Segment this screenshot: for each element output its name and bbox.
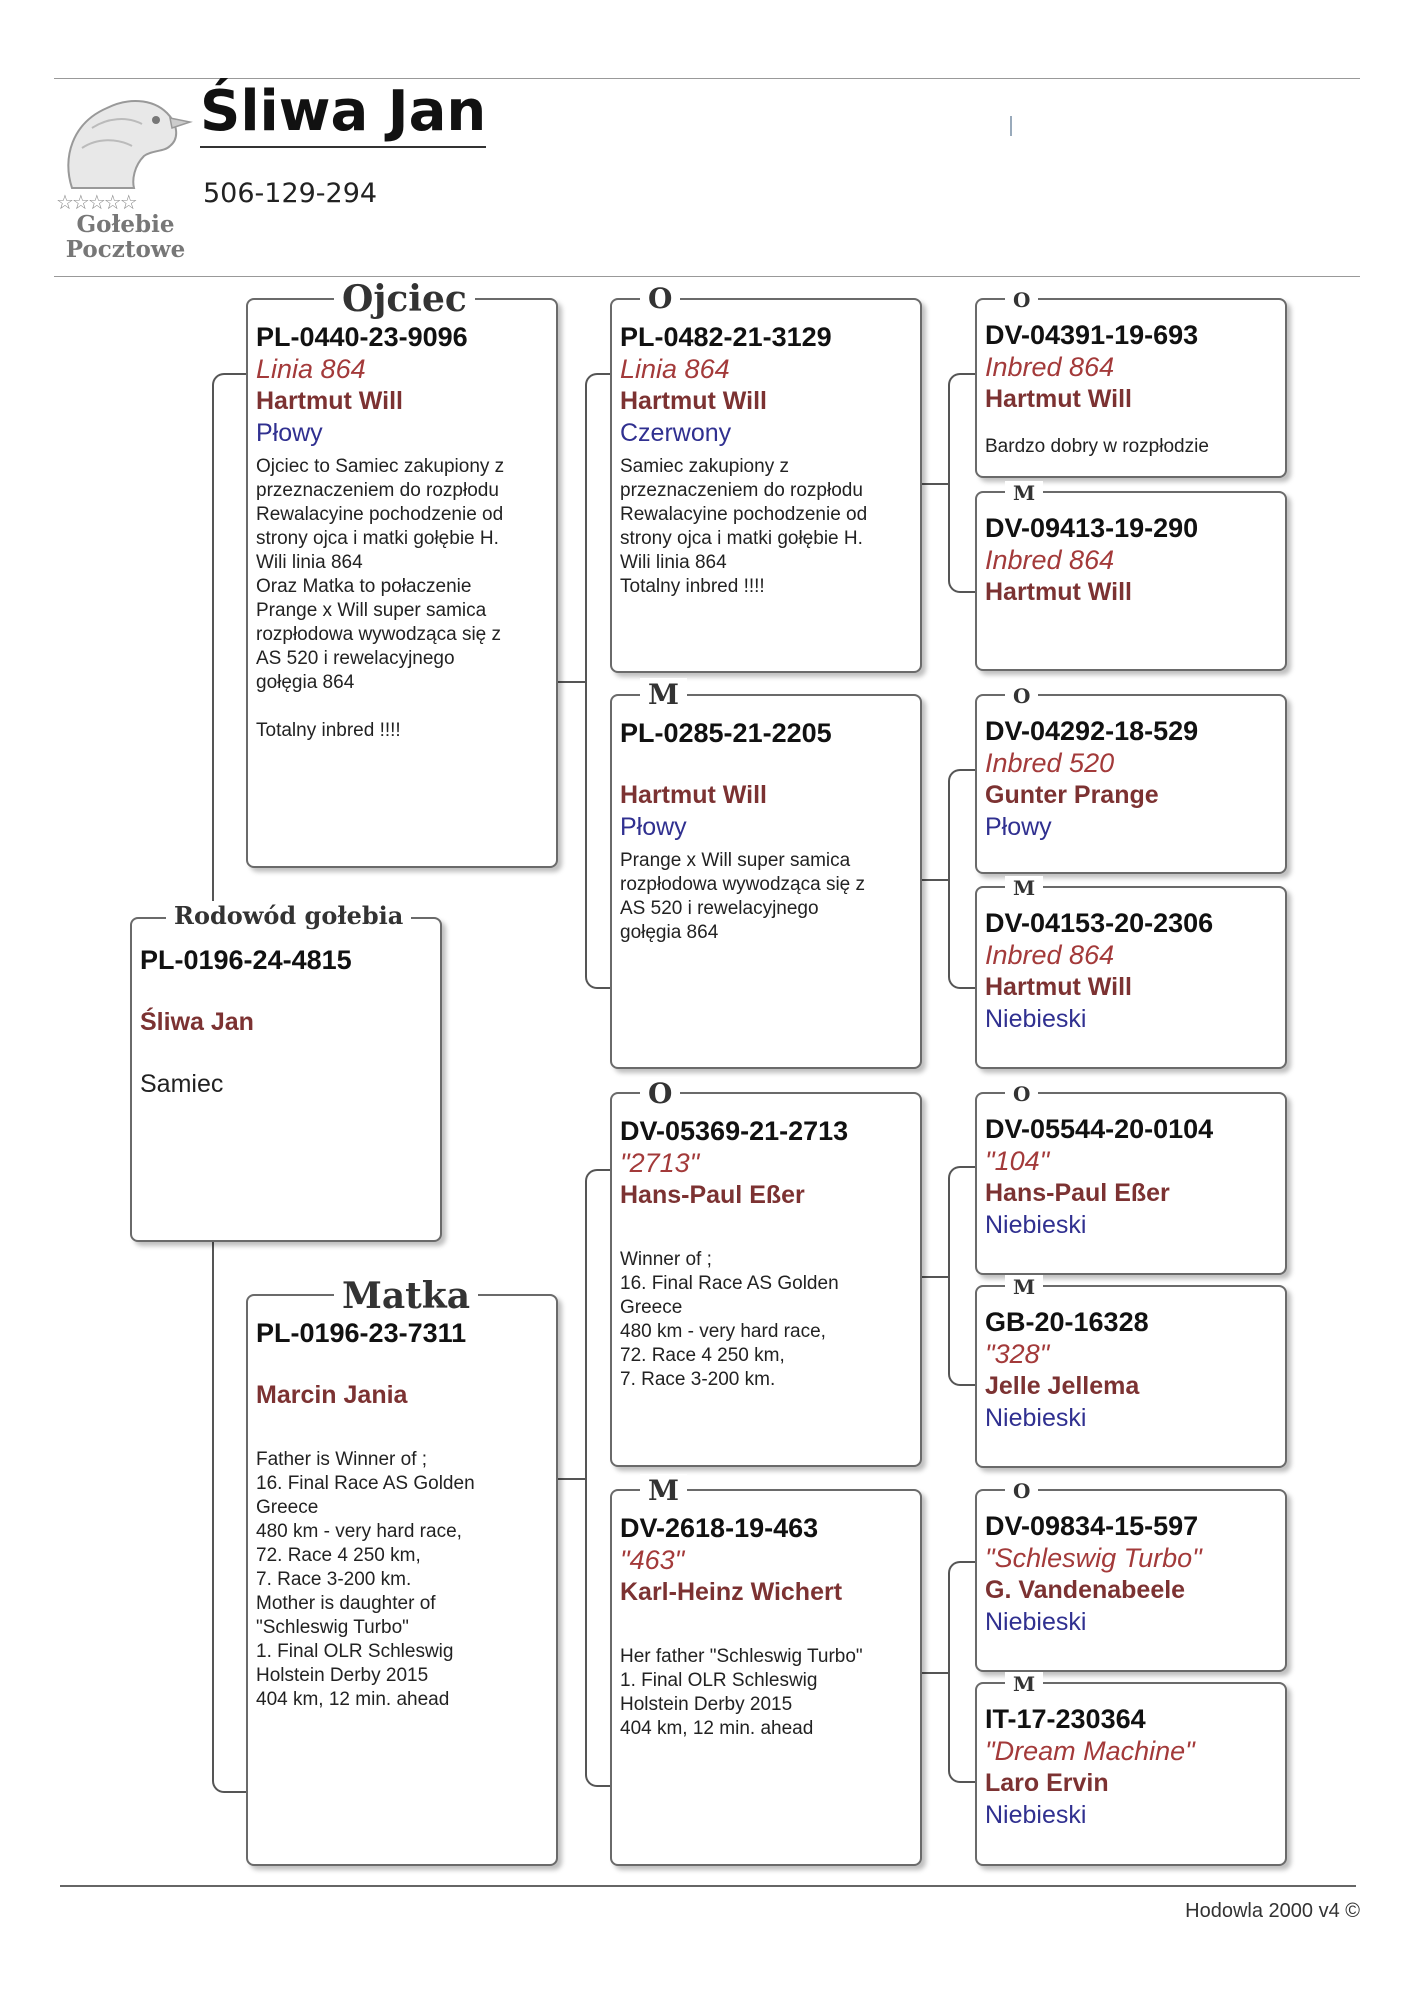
- mff-card-title: O: [1005, 1082, 1038, 1106]
- mm-card-title: M: [640, 1474, 687, 1507]
- mother-ring: PL-0196-23-7311: [256, 1318, 467, 1348]
- father-card[interactable]: [246, 298, 558, 868]
- subject-sex: Samiec: [140, 1070, 224, 1098]
- fff-card[interactable]: [975, 298, 1287, 478]
- ff-card-title: O: [640, 282, 680, 315]
- mm-owner: Karl-Heinz Wichert: [620, 1578, 843, 1606]
- mfm-line: "328": [985, 1339, 1050, 1369]
- mff-owner: Hans-Paul Eßer: [985, 1179, 1170, 1207]
- mf-line: "2713": [620, 1148, 700, 1178]
- mother-card-title: Matka: [334, 1275, 478, 1317]
- ff-line: Linia 864: [620, 354, 730, 384]
- connector-stub-father: [558, 681, 585, 683]
- mmf-color: Niebieski: [985, 1608, 1087, 1636]
- mmf-owner: G. Vandenabeele: [985, 1576, 1186, 1604]
- fm-color: Płowy: [620, 813, 687, 841]
- fm-card-title: M: [640, 678, 687, 711]
- connector-mm-parents: [948, 1561, 978, 1783]
- mmm-line: "Dream Machine": [985, 1736, 1195, 1766]
- fmm-ring: DV-04153-20-2306: [985, 908, 1214, 938]
- subject-card-title: Rodowód gołebia: [166, 901, 411, 930]
- footer-credit: Hodowla 2000 v4 ©: [1185, 1900, 1360, 1922]
- connector-stub-fm: [922, 879, 948, 881]
- breeder-name: Śliwa Jan: [200, 80, 486, 148]
- fmf-owner: Gunter Prange: [985, 781, 1159, 809]
- subject-card[interactable]: [130, 917, 442, 1242]
- fmf-color: Płowy: [985, 813, 1052, 841]
- ff-color: Czerwony: [620, 419, 732, 447]
- fmm-card-title: M: [1005, 876, 1043, 900]
- ff-owner: Hartmut Will: [620, 387, 767, 415]
- footer-rule: [60, 1885, 1356, 1887]
- fmm-line: Inbred 864: [985, 940, 1115, 970]
- grandfather-paternal-card[interactable]: [610, 298, 922, 673]
- connector-stub-mm: [922, 1672, 948, 1674]
- connector-stub-ff: [922, 483, 948, 485]
- fm-ring: PL-0285-21-2205: [620, 718, 832, 748]
- ffm-line: Inbred 864: [985, 545, 1115, 575]
- logo-text-line2: Pocztowe: [65, 236, 186, 263]
- pigeon-head-icon: [52, 88, 197, 198]
- logo-stars: ☆☆☆☆☆: [56, 192, 136, 214]
- fff-notes: Bardzo dobry w rozpłodzie: [985, 436, 1209, 457]
- logo-text: [58, 212, 193, 262]
- mother-notes: Father is Winner of ; 16. Final Race AS Golden Greece 480 km - very hard race, 72. Race 4 250 km, 7. Race 3-200 km. Mother is daughter of "Schleswig Turbo" 1. Final OLR Schleswig Holstein Derby 2015 404 km, 12 min. ahead: [256, 1449, 475, 1710]
- mff-color: Niebieski: [985, 1211, 1087, 1239]
- mfm-card[interactable]: [975, 1285, 1287, 1468]
- mff-line: "104": [985, 1146, 1050, 1176]
- ffm-owner: Hartmut Will: [985, 578, 1132, 606]
- connector-stub-mother: [558, 1478, 585, 1480]
- fm-notes: Prange x Will super samica rozpłodowa wywodząca się z AS 520 i rewelacyjnego gołęgia 864: [620, 850, 866, 943]
- mf-ring: DV-05369-21-2713: [620, 1116, 849, 1146]
- connector-stub-mf: [922, 1276, 948, 1278]
- grandmother-maternal-card[interactable]: [610, 1489, 922, 1866]
- father-card-title: Ojciec: [334, 278, 475, 320]
- mm-ring: DV-2618-19-463: [620, 1513, 819, 1543]
- fff-owner: Hartmut Will: [985, 385, 1132, 413]
- ffm-card[interactable]: [975, 491, 1287, 671]
- decorative-mark: [1010, 116, 1012, 136]
- mother-owner: Marcin Jania: [256, 1381, 408, 1409]
- ff-ring: PL-0482-21-3129: [620, 322, 832, 352]
- mmf-line: "Schleswig Turbo": [985, 1543, 1202, 1573]
- mmf-card[interactable]: [975, 1489, 1287, 1672]
- mf-notes: Winner of ; 16. Final Race AS Golden Greece 480 km - very hard race, 72. Race 4 250 km, 7. Race 3-200 km.: [620, 1249, 839, 1390]
- fm-owner: Hartmut Will: [620, 781, 767, 809]
- mmm-color: Niebieski: [985, 1801, 1087, 1829]
- ffm-card-title: M: [1005, 481, 1043, 505]
- mmf-ring: DV-09834-15-597: [985, 1511, 1199, 1541]
- mm-line: "463": [620, 1545, 685, 1575]
- father-owner: Hartmut Will: [256, 387, 403, 415]
- fmf-line: Inbred 520: [985, 748, 1115, 778]
- mfm-card-title: M: [1005, 1275, 1043, 1299]
- father-notes: Ojciec to Samiec zakupiony z przeznaczeniem do rozpłodu Rewalacyine pochodzenie od strony ojca i matki gołębie H. Wili linia 864 Oraz Matka to połaczenie Prange x Will super samica rozpłodowa wywodząca się z AS 520 i rewelacyjnego gołęgia 864 Totalny inbred !!!!: [256, 456, 505, 741]
- fmf-card-title: O: [1005, 684, 1038, 708]
- fff-ring: DV-04391-19-693: [985, 320, 1199, 350]
- header-bottom-rule: [54, 276, 1360, 277]
- mmm-card[interactable]: [975, 1682, 1287, 1866]
- connector-ff-parents: [948, 373, 978, 593]
- fmm-card[interactable]: [975, 886, 1287, 1069]
- mf-owner: Hans-Paul Eßer: [620, 1181, 805, 1209]
- mff-card[interactable]: [975, 1092, 1287, 1275]
- mfm-ring: GB-20-16328: [985, 1307, 1149, 1337]
- mfm-owner: Jelle Jellema: [985, 1372, 1140, 1400]
- breeder-phone: 506-129-294: [203, 178, 378, 209]
- mff-ring: DV-05544-20-0104: [985, 1114, 1214, 1144]
- ff-notes: Samiec zakupiony z przeznaczeniem do rozpłodu Rewalacyine pochodzenie od strony ojca i matki gołębie H. Wili linia 864 Totalny inbred !!!!: [620, 456, 868, 597]
- mfm-color: Niebieski: [985, 1404, 1087, 1432]
- grandfather-maternal-card[interactable]: [610, 1092, 922, 1467]
- mmm-owner: Laro Ervin: [985, 1769, 1109, 1797]
- fmf-card[interactable]: [975, 694, 1287, 874]
- father-line: Linia 864: [256, 354, 366, 384]
- connector-mf-parents: [948, 1166, 978, 1386]
- grandmother-paternal-card[interactable]: [610, 694, 922, 1069]
- ffm-ring: DV-09413-19-290: [985, 513, 1199, 543]
- father-color: Płowy: [256, 419, 323, 447]
- connector-fm-parents: [948, 769, 978, 989]
- fmm-color: Niebieski: [985, 1005, 1087, 1033]
- mmm-card-title: M: [1005, 1672, 1043, 1696]
- mf-card-title: O: [640, 1077, 680, 1110]
- mmm-ring: IT-17-230364: [985, 1704, 1146, 1734]
- subject-owner: Śliwa Jan: [140, 1008, 254, 1036]
- fff-card-title: O: [1005, 288, 1038, 312]
- fmm-owner: Hartmut Will: [985, 973, 1132, 1001]
- mm-notes: Her father "Schleswig Turbo" 1. Final OLR Schleswig Holstein Derby 2015 404 km, 12 min. ahead: [620, 1646, 863, 1739]
- father-ring: PL-0440-23-9096: [256, 322, 468, 352]
- logo-text-line1: Gołebie: [76, 211, 175, 238]
- subject-ring: PL-0196-24-4815: [140, 945, 352, 975]
- fff-line: Inbred 864: [985, 352, 1115, 382]
- mmf-card-title: O: [1005, 1479, 1038, 1503]
- mother-card[interactable]: [246, 1294, 558, 1866]
- fmf-ring: DV-04292-18-529: [985, 716, 1199, 746]
